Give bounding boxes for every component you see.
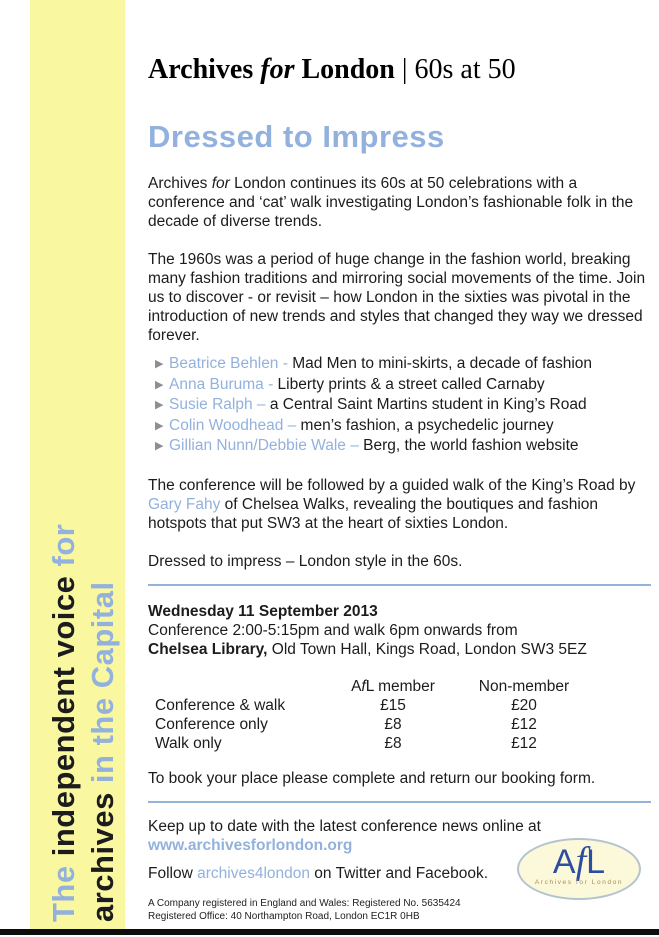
price-header-row	[148, 677, 651, 696]
event-times: Conference 2:00-5:15pm and walk 6pm onwards from	[148, 621, 518, 639]
campaign-title: 60s at 50	[414, 54, 516, 85]
triangle-bullet-icon: ▶	[155, 440, 164, 452]
booking-note: To book your place please complete and return our booking form.	[148, 769, 596, 787]
speaker-topic: Liberty prints & a street called Carnaby	[273, 375, 545, 393]
triangle-bullet-icon: ▶	[155, 378, 164, 391]
brand-for: for	[260, 54, 295, 85]
triangle-bullet-icon: ▶	[155, 419, 164, 432]
list-item	[155, 354, 651, 375]
triangle-bullet-icon: ▶	[155, 358, 164, 370]
intro-archives-for: Archives	[148, 175, 212, 192]
slogan-the: The	[46, 856, 81, 922]
list-item	[155, 436, 651, 457]
slogan-line-2	[83, 422, 122, 922]
list-item	[155, 416, 651, 437]
triangle-bullet-icon: ▶	[155, 399, 164, 411]
price-nonmember: £12	[511, 715, 537, 733]
price-nonmember: £20	[511, 696, 537, 714]
price-member: £15	[380, 696, 406, 714]
price-label: Conference only	[155, 715, 268, 733]
page-title	[148, 54, 651, 86]
main-content	[148, 46, 651, 923]
speaker-topic: Mad Men to mini-skirts, a decade of fashion	[287, 355, 593, 372]
speaker-name[interactable]: Gillian Nunn/Debbie Wale –	[169, 437, 359, 454]
event-date: Wednesday 11 September 2013	[148, 602, 378, 620]
afl-logo-caption: Archives for London	[534, 879, 624, 886]
follow-pre: Follow	[148, 864, 198, 882]
follow-post: on Twitter and Facebook.	[310, 864, 489, 882]
price-header-blank	[148, 677, 318, 696]
intro-for-italic: for	[211, 175, 230, 192]
afl-logo-letters	[519, 840, 639, 882]
slogan-line-1	[44, 422, 83, 922]
tagline: Dressed to impress – London style in the 60s.	[148, 552, 463, 570]
speaker-name[interactable]: Beatrice Behlen -	[169, 355, 288, 372]
twitter-handle-link[interactable]: archives4london	[197, 864, 310, 882]
logo-letter-f: f	[575, 840, 587, 882]
slogan-independent-voice: independent voice	[46, 566, 81, 857]
afl-a: A	[351, 677, 362, 695]
slogan-archives: archives	[85, 783, 120, 922]
speaker-name[interactable]: Colin Woodhead –	[169, 416, 297, 434]
list-item	[155, 375, 651, 396]
venue-address: Old Town Hall, Kings Road, London SW3 5EZ	[267, 640, 587, 658]
slogan-for: for	[46, 523, 81, 567]
list-item	[155, 395, 651, 416]
afl-rest: L member	[365, 677, 435, 695]
sidebar-slogan	[44, 422, 122, 922]
logo-letter-a: A	[552, 843, 576, 881]
speaker-name[interactable]: Anna Buruma -	[169, 375, 274, 393]
price-label: Conference & walk	[155, 696, 286, 714]
walk-pre: The conference will be followed by a guided walk of the King’s Road by	[148, 476, 636, 494]
price-table	[148, 677, 651, 753]
brand-archives: Archives	[148, 54, 261, 85]
walk-post: of Chelsea Walks, revealing the boutiques and fashion hotspots that put SW3 at the heart of sixties London.	[148, 495, 599, 532]
table-row	[148, 696, 651, 715]
price-nonmember: £12	[511, 734, 537, 752]
sixties-paragraph: The 1960s was a period of huge change in the fashion world, breaking many fashion traditions and mirroring social movements of the time. Join us to discover - or revisit – how London in the sixties was pivotal in the introduction of new trends and styles that changed they way we dressed forever.	[148, 251, 646, 344]
company-line-1: A Company registered in England and Wales: Registered No. 5635424	[148, 897, 461, 909]
speaker-topic: a Central Saint Martins student in King’s Road	[265, 396, 587, 413]
brand-separator: |	[401, 54, 415, 85]
table-row	[148, 715, 651, 734]
venue-name: Chelsea Library,	[148, 640, 268, 658]
section-divider	[148, 584, 651, 586]
event-details	[148, 602, 651, 659]
intro-paragraph	[148, 174, 651, 231]
price-member: £8	[384, 734, 402, 752]
walk-guide-name[interactable]: Gary Fahy	[148, 495, 221, 513]
slogan-in-the-capital: in the Capital	[85, 581, 120, 784]
company-line-2: Registered Office: 40 Northampton Road, London EC1R 0HB	[148, 910, 420, 922]
speaker-list	[148, 354, 651, 457]
price-header-member	[318, 677, 468, 696]
logo-letter-l: L	[586, 843, 606, 881]
event-venue	[148, 640, 651, 659]
price-label: Walk only	[155, 734, 222, 752]
news-text: Keep up to date with the latest conference news online at	[148, 817, 541, 835]
company-registration	[148, 897, 508, 923]
intro-rest: London continues its 60s at 50 celebrations with a conference and ‘cat’ walk investigating London’s fashionable folk in the decade of diverse trends.	[148, 175, 634, 230]
section-divider	[148, 801, 651, 803]
table-row	[148, 734, 651, 753]
brand-london: London	[294, 54, 402, 85]
website-link[interactable]: www.archivesforlondon.org	[148, 836, 353, 854]
afl-logo	[517, 838, 641, 900]
bottom-rule	[0, 929, 659, 935]
speaker-topic: Berg, the world fashion website	[358, 437, 579, 454]
event-headline: Dressed to Impress	[148, 119, 445, 154]
walk-paragraph	[148, 476, 651, 533]
speaker-name[interactable]: Susie Ralph –	[169, 396, 266, 413]
price-header-nonmember: Non-member	[478, 677, 570, 695]
price-member: £8	[384, 715, 402, 733]
afl-f: f	[361, 677, 366, 695]
speaker-topic: men’s fashion, a psychedelic journey	[296, 416, 554, 434]
